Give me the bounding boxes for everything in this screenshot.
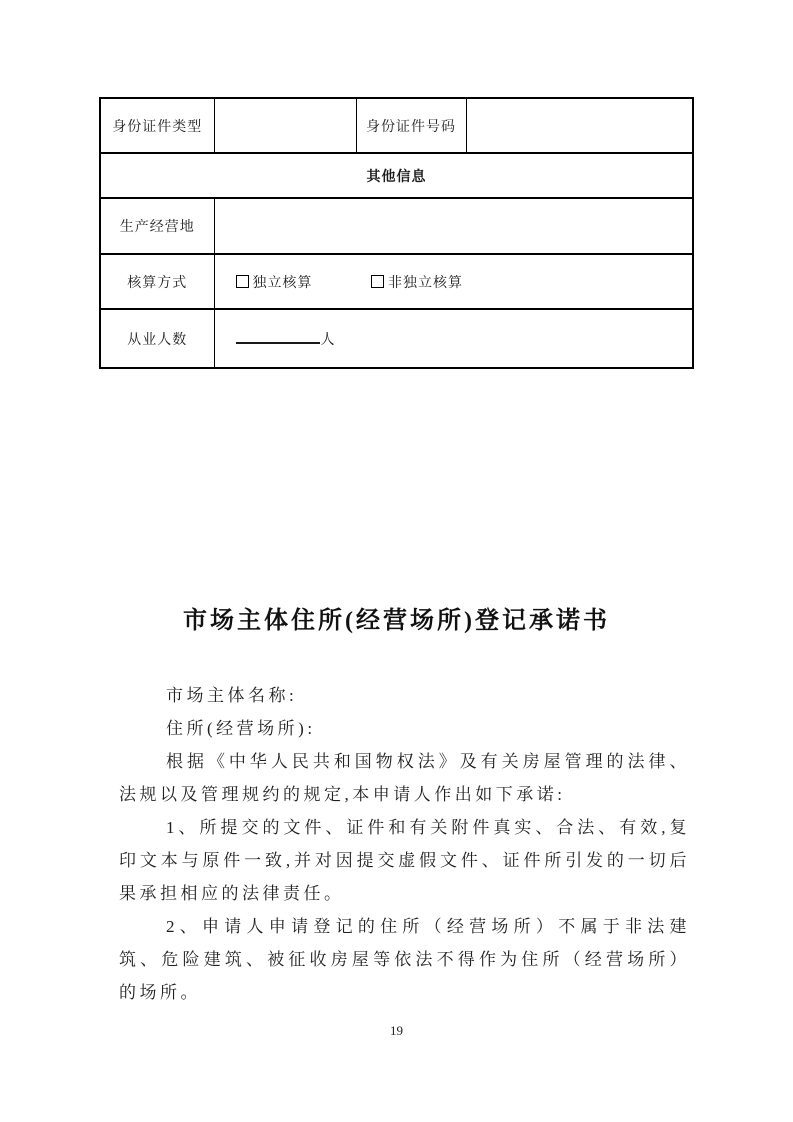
registration-form-table [99,97,694,369]
employees-blank-field [236,330,320,344]
production-site-label: 生产经营地 [100,198,214,254]
id-type-value-cell [214,98,356,153]
checkbox-icon[interactable] [371,275,384,288]
option-independent-accounting [236,272,313,292]
letter-title: 市场主体住所(经营场所)登记承诺书 [183,608,610,634]
letter-body [119,679,690,1009]
table-row-employees [100,309,693,368]
employees-label: 从业人数 [100,309,214,368]
table-row-accounting-method [100,254,693,309]
option-label: 独立核算 [252,275,313,291]
employees-unit: 人 [320,332,336,348]
commitment-item-2: 2、申请人申请登记的住所（经营场所）不属于非法建筑、危险建筑、被征收房屋等依法不得作为住所（经营场所）的场所。 [119,917,690,1002]
field-address: 住所(经营场所): [166,719,316,738]
accounting-method-options-cell [214,254,693,309]
field-entity-name: 市场主体名称: [166,686,298,705]
accounting-method-label: 核算方式 [100,254,214,309]
table-row-section-header [100,153,693,198]
section-header-other-info: 其他信息 [100,153,693,198]
table-row-id [100,98,693,153]
id-number-value-cell [466,98,693,153]
production-site-value-cell [214,198,693,254]
intro-paragraph: 根据《中华人民共和国物权法》及有关房屋管理的法律、法规以及管理规约的规定,本申请人作出如下承诺: [119,752,690,804]
table-row-production-site [100,198,693,254]
id-type-label: 身份证件类型 [100,98,214,153]
employees-value-cell [214,309,693,368]
option-label: 非独立核算 [388,275,463,291]
commitment-item-1: 1、所提交的文件、证件和有关附件真实、合法、有效,复印文本与原件一致,并对因提交虚假文件、证件所引发的一切后果承担相应的法律责任。 [119,818,690,903]
option-non-independent-accounting [371,272,463,292]
checkbox-icon[interactable] [236,275,249,288]
page-number: 19 [390,1023,403,1038]
id-number-label: 身份证件号码 [356,98,466,153]
